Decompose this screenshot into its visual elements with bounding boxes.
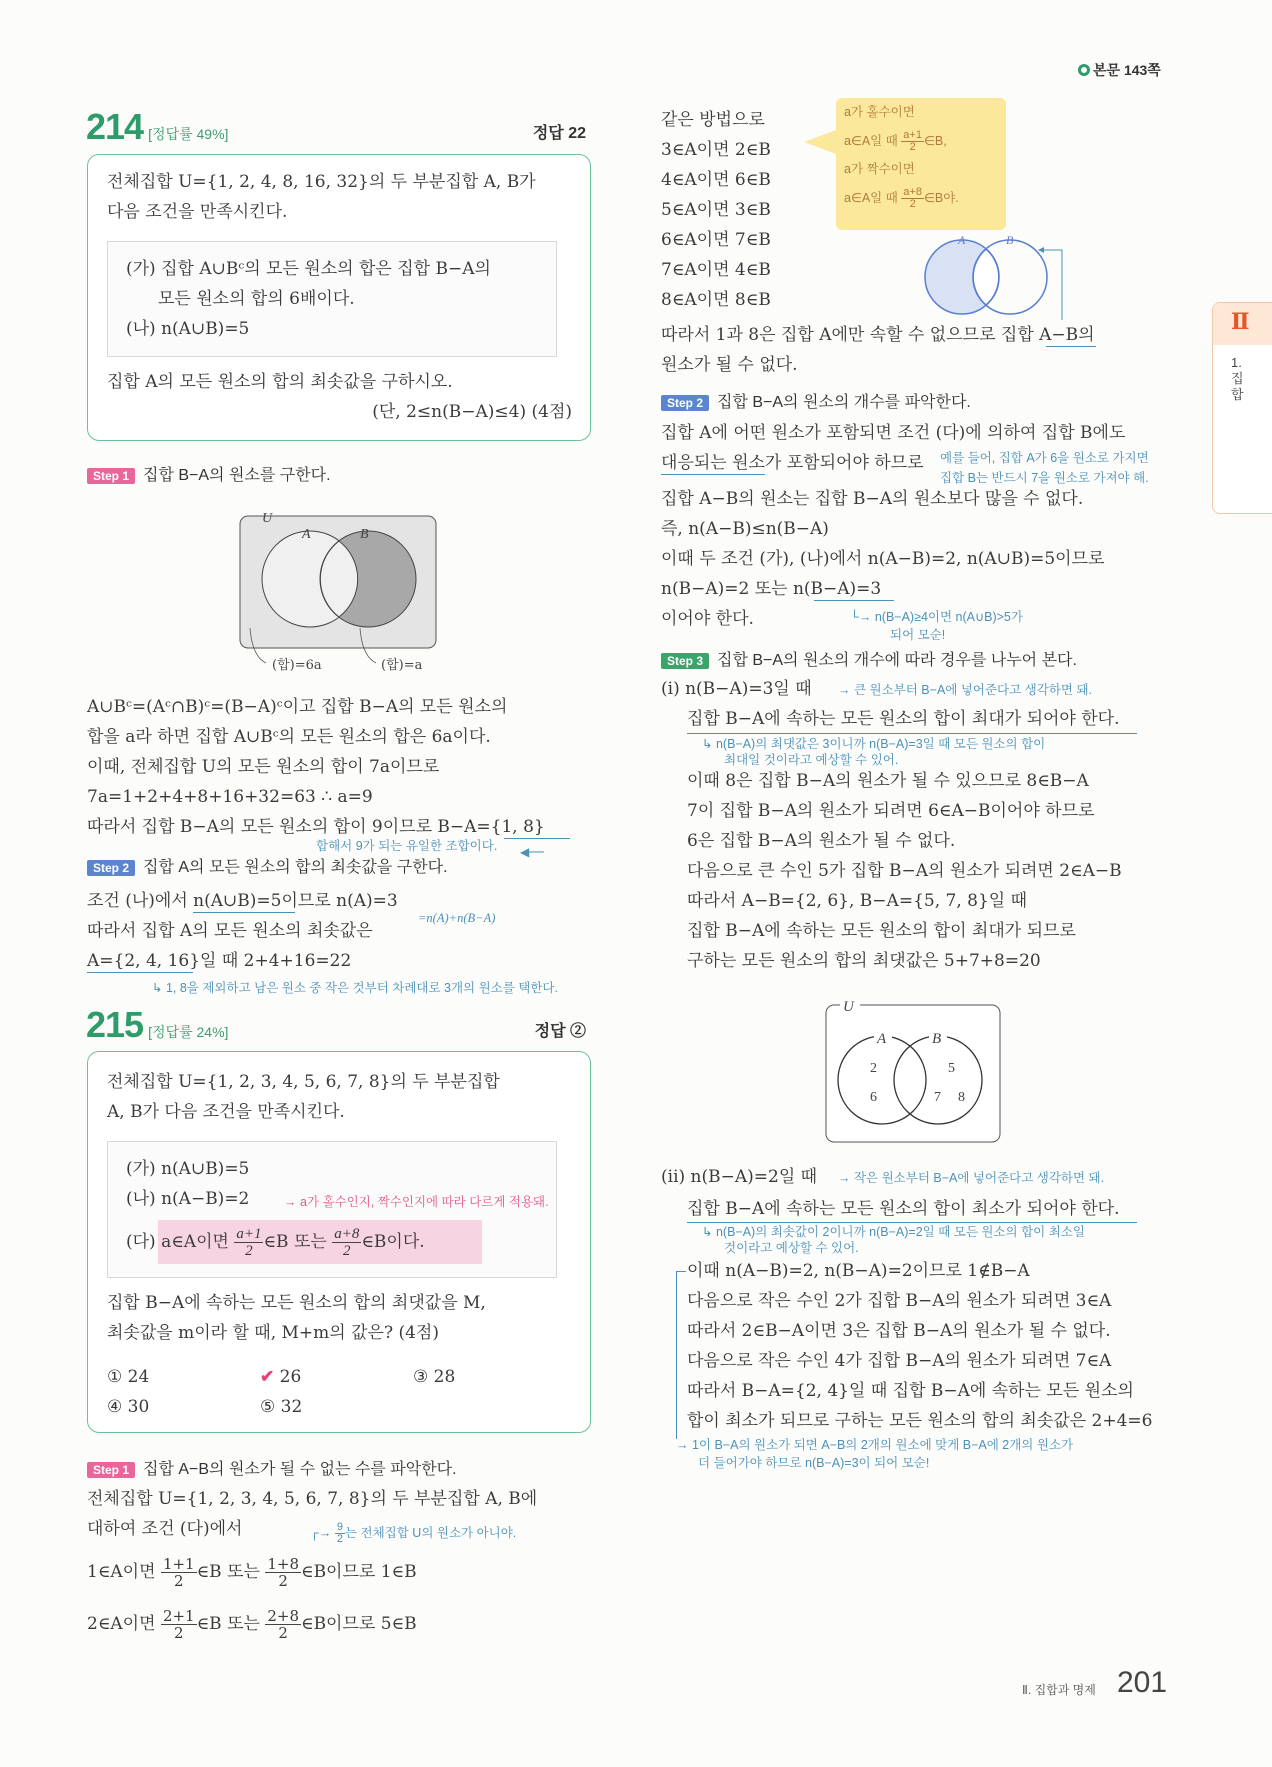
q215-header bbox=[86, 1004, 586, 1046]
venn1-right-label: (합)=a bbox=[381, 658, 423, 673]
svg-text:6: 6 bbox=[870, 1090, 877, 1105]
svg-text:B: B bbox=[360, 527, 369, 542]
conditions-box: (가) n(A∪B)=5 (나) n(A−B)=2 → a가 홀수인지, 짝수인지에 따라 다르게 적용돼. (다) a∈A이면 $\frac{a+1}{2}$ ∈B 또는 $\frac{a+8}{2}$ ∈B이다. bbox=[107, 1141, 557, 1278]
chapter-side-tab[interactable] bbox=[1212, 302, 1272, 514]
q214-step2-heading: Step 2 집합 A의 모든 원소의 합의 최솟값을 구한다. bbox=[87, 854, 448, 877]
step-badge: Step 1 bbox=[87, 468, 135, 484]
venn-diagram-small bbox=[920, 232, 1070, 322]
q214-problem-box: 전체집합 U={1, 2, 4, 8, 16, 32}의 두 부분집합 A, B가 다음 조건을 만족시킨다. (가) 집합 A∪Bᶜ의 모든 원소의 합은 집합 B−A의 모든 원소의 합의 6배이다. (나) n(A∪B)=5 집합 A의 모든 원소의 합의 최솟값을 구하시오. (단, 2≤n(B−A)≤4) (4점) bbox=[87, 154, 591, 441]
svg-text:8: 8 bbox=[958, 1090, 965, 1105]
svg-text:A: A bbox=[302, 527, 311, 542]
answer-label: 정답 ② bbox=[534, 1023, 586, 1040]
venn-diagram-1 bbox=[230, 508, 470, 678]
hint-nine-half: ┌→ $\frac{9}{2}$ 는 전체집합 U의 원소가 아니야. bbox=[310, 1521, 517, 1545]
q215-step2-heading: Step 2 집합 B−A의 원소의 개수를 파악한다. bbox=[661, 389, 971, 412]
step-badge: Step 3 bbox=[661, 653, 709, 669]
choice-5[interactable]: ⑤ 32 bbox=[260, 1397, 303, 1417]
answer-label: 정답 22 bbox=[532, 125, 586, 142]
page-number: 201 bbox=[1117, 1666, 1168, 1699]
choice-3[interactable]: ③ 28 bbox=[413, 1367, 456, 1387]
case2-heading: (ii) n(B−A)=2일 때 bbox=[661, 1167, 818, 1187]
hint-n-formula: =n(A)+n(B−A) bbox=[418, 911, 496, 925]
fraction: $\frac{a+8}{2}$ bbox=[334, 1226, 360, 1259]
svg-text:B: B bbox=[932, 1031, 942, 1047]
correct-rate: [정답률 49%] bbox=[148, 126, 229, 142]
side-tab-roman: Ⅱ bbox=[1213, 303, 1272, 345]
svg-text:2: 2 bbox=[870, 1061, 877, 1076]
q214-step1-heading: Step 1 집합 B−A의 원소를 구한다. bbox=[87, 462, 331, 485]
conditions-box: (가) 집합 A∪Bᶜ의 모든 원소의 합은 집합 B−A의 모든 원소의 합의 6배이다. (나) n(A∪B)=5 bbox=[107, 241, 557, 357]
case2-explanation: ↳ n(B−A)의 최솟값이 2이니까 n(B−A)=2일 때 모든 원소의 합이 최소일 것이라고 예상할 수 있어. bbox=[702, 1225, 1085, 1255]
choice-4[interactable]: ④ 30 bbox=[107, 1397, 150, 1417]
checkmark-icon: ✔ bbox=[260, 1367, 275, 1387]
callout-pointer bbox=[804, 130, 836, 154]
reference-circle-icon bbox=[1078, 64, 1090, 76]
footer-chapter: Ⅱ. 집합과 명제 bbox=[1022, 1683, 1096, 1697]
svg-text:7: 7 bbox=[934, 1090, 941, 1105]
q215-step3-heading: Step 3 집합 B−A의 원소의 개수에 따라 경우를 나누어 본다. bbox=[661, 647, 1077, 670]
q215-step1-heading: Step 1 집합 A−B의 원소가 될 수 없는 수를 파악한다. bbox=[87, 1456, 457, 1479]
fraction: $\frac{1+8}{2}$ bbox=[267, 1555, 299, 1590]
hint-example: 예를 들어, 집합 A가 6을 원소로 가지면 집합 B는 반드시 7을 원소로 가져야 해. bbox=[940, 451, 1149, 485]
svg-text:U: U bbox=[843, 1000, 854, 1015]
hint-unique-combination: 합해서 9가 되는 유일한 조합이다. bbox=[316, 839, 498, 853]
svg-text:B: B bbox=[1006, 233, 1014, 247]
case2-bracket bbox=[676, 1271, 686, 1439]
choice-1[interactable]: ① 24 bbox=[107, 1367, 150, 1387]
case1-hint: → 큰 원소부터 B−A에 넣어준다고 생각하면 돼. bbox=[838, 683, 1092, 697]
set-underline bbox=[504, 838, 570, 839]
hint-choose-three: ↳ 1, 8을 제외하고 남은 원소 중 작은 것부터 차례대로 3개의 원소를 택한다. bbox=[152, 981, 558, 995]
q215-problem-box: 전체집합 U={1, 2, 3, 4, 5, 6, 7, 8}의 두 부분집합 A, B가 다음 조건을 만족시킨다. (가) n(A∪B)=5 (나) n(A−B)=2 → a가 홀수인지, 짝수인지에 따라 다르게 적용돼. (다) a∈A이면 $\frac{a+1}{2}$ ∈B 또는 $\frac{a+8}{2}$ ∈B이다. 집합 B−A에 속하는 모든 원소의 합의 최댓값을 M, 최솟값을 m이라 할 때, M+m의 값은? (4점) ① 24 ✔ 26 ③ 28 ④ 30 ⑤ 32 bbox=[87, 1051, 591, 1433]
callout-note: a가 홀수이면 a∈A일 때 $\frac{a+1}{2}$ ∈B, a가 짝수이면 a∈A일 때 $\frac{a+8}{2}$ ∈B야. bbox=[836, 98, 1006, 230]
fraction: $\frac{2+1}{2}$ bbox=[162, 1607, 195, 1642]
venn-diagram-2 bbox=[820, 1000, 1010, 1145]
case1-explanation: ↳ n(B−A)의 최댓값은 3이니까 n(B−A)=3일 때 모든 원소의 합이 최대일 것이라고 예상할 수 있어. bbox=[702, 737, 1046, 767]
question-number: 214 bbox=[86, 106, 144, 147]
case2-contradiction: → 1이 B−A의 원소가 되면 A−B의 2개의 원소에 맞게 B−A에 2개의 원소가 더 들어가야 하므로 n(B−A)=3이 되어 모순! bbox=[676, 1438, 1074, 1470]
choice-2[interactable]: ✔ 26 bbox=[260, 1367, 302, 1387]
fraction: $\frac{1+1}{2}$ bbox=[162, 1555, 195, 1590]
step-badge: Step 2 bbox=[661, 395, 709, 411]
correct-rate: [정답률 24%] bbox=[148, 1024, 229, 1040]
question-number: 215 bbox=[86, 1004, 144, 1045]
step-badge: Step 2 bbox=[87, 860, 135, 876]
fraction: $\frac{2+8}{2}$ bbox=[267, 1607, 299, 1642]
svg-text:5: 5 bbox=[948, 1061, 955, 1076]
case2-hint: → 작은 원소부터 B−A에 넣어준다고 생각하면 돼. bbox=[838, 1171, 1105, 1185]
step-badge: Step 1 bbox=[87, 1462, 135, 1478]
condition-hint: → a가 홀수인지, 짝수인지에 따라 다르게 적용돼. bbox=[284, 1195, 549, 1209]
page-reference: 본문 143쪽 bbox=[1078, 60, 1161, 80]
svg-text:U: U bbox=[262, 511, 273, 526]
q214-header bbox=[86, 106, 586, 148]
fraction: $\frac{a+1}{2}$ bbox=[236, 1226, 262, 1259]
svg-text:A: A bbox=[958, 233, 966, 247]
hint-arrow: ◀── bbox=[520, 845, 544, 859]
case1-heading: (i) n(B−A)=3일 때 bbox=[661, 679, 812, 699]
venn1-left-label: (합)=6a bbox=[272, 658, 322, 673]
hint-contradiction: └→ n(B−A)≥4이면 n(A∪B)>5가 되어 모순! bbox=[850, 610, 1023, 642]
side-tab-chapter: 1. 집 합 bbox=[1231, 355, 1244, 402]
svg-text:A: A bbox=[877, 1031, 887, 1047]
